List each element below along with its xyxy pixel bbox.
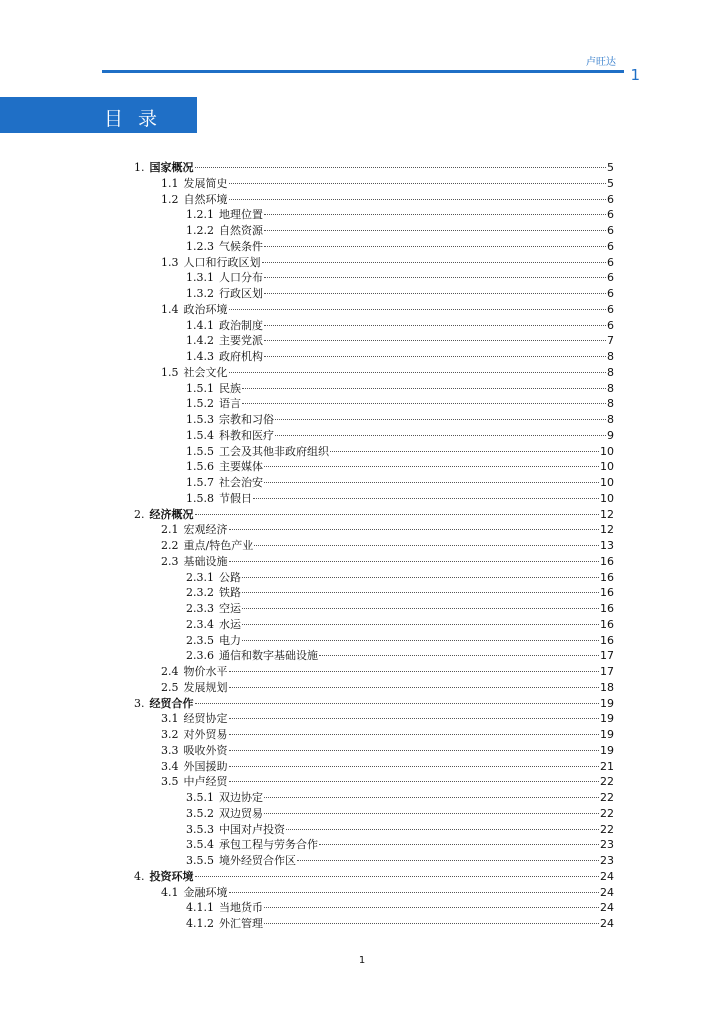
toc-entry-label: 宏观经济 [183, 523, 228, 537]
toc-entry-label: 地理位置 [219, 208, 263, 222]
toc-entry[interactable] [134, 633, 614, 649]
toc-entry-page: 18 [600, 680, 614, 694]
toc-entry[interactable] [134, 759, 614, 775]
toc-entry-label: 发展规划 [183, 680, 228, 694]
toc-entry-label: 政府机构 [219, 350, 263, 363]
toc-entry-page: 24 [600, 901, 614, 915]
toc-entry-label: 发展简史 [183, 176, 228, 190]
toc-entry-page: 5 [607, 161, 614, 174]
toc-entry-number: 1.5.5 [186, 444, 214, 458]
toc-entry-page: 23 [600, 838, 614, 852]
toc-entry-page: 16 [600, 602, 614, 615]
toc-entry-number: 3.5 [161, 775, 179, 789]
toc-dot-leader [264, 214, 606, 215]
toc-entry-number: 1.4 [161, 302, 179, 316]
toc-entry-page: 7 [607, 334, 614, 348]
toc-entry-label: 境外经贸合作区 [219, 854, 296, 867]
toc-entry-page: 6 [607, 208, 614, 222]
toc-entry-number: 2. [134, 507, 145, 521]
toc-entry[interactable] [134, 160, 614, 176]
toc-entry[interactable] [134, 318, 614, 334]
toc-entry-number: 1.1 [161, 176, 179, 190]
toc-entry-page: 16 [600, 633, 614, 647]
toc-entry-label: 电力 [219, 633, 241, 647]
toc-entry-page: 22 [600, 822, 614, 836]
toc-dot-leader [264, 482, 599, 483]
toc-dot-leader [264, 293, 606, 294]
toc-entry[interactable] [134, 837, 614, 853]
toc-entry-page: 9 [607, 428, 614, 442]
toc-dot-leader [229, 734, 600, 735]
toc-dot-leader [264, 246, 606, 247]
toc-entry[interactable] [134, 444, 614, 460]
toc-entry-label: 宗教和习俗 [219, 413, 274, 426]
toc-entry-page: 8 [607, 381, 614, 395]
toc-entry-number: 4.1.1 [186, 901, 214, 915]
toc-entry-number: 1.2.1 [186, 208, 214, 222]
toc-entry-number: 3.5.5 [186, 854, 214, 867]
toc-entry[interactable] [134, 381, 614, 397]
toc-entry-label: 气候条件 [219, 239, 263, 253]
toc-entry-label: 政治环境 [183, 302, 228, 316]
toc-entry-label: 外国援助 [183, 759, 228, 773]
toc-entry-number: 3.3 [161, 743, 179, 757]
toc-entry[interactable] [134, 302, 614, 318]
toc-entry-number: 1.4.2 [186, 334, 214, 348]
toc-dot-leader [229, 687, 600, 688]
toc-dot-leader [229, 781, 600, 782]
toc-dot-leader [229, 561, 600, 562]
toc-dot-leader [242, 577, 599, 578]
toc-entry-number: 1.5.2 [186, 397, 214, 411]
toc-entry-label: 公路 [219, 570, 241, 584]
toc-entry[interactable] [134, 664, 614, 680]
toc-dot-leader [242, 403, 606, 404]
toc-entry-label: 人口分布 [219, 271, 263, 285]
toc-entry[interactable] [134, 239, 614, 255]
toc-entry-number: 2.3.1 [186, 570, 214, 584]
toc-entry[interactable] [134, 585, 614, 601]
toc-entry-label: 铁路 [219, 586, 241, 600]
toc-entry-number: 1.4.1 [186, 318, 214, 332]
toc-entry[interactable] [134, 333, 614, 349]
toc-entry-page: 10 [600, 476, 614, 489]
toc-entry[interactable] [134, 223, 614, 239]
toc-entry-page: 24 [600, 885, 614, 899]
toc-entry-number: 2.3.6 [186, 649, 214, 663]
toc-entry-number: 1.5 [161, 365, 179, 379]
toc-entry-number: 1.5.6 [186, 460, 214, 474]
toc-entry-label: 经济概况 [149, 507, 194, 521]
toc-entry-page: 6 [607, 224, 614, 237]
toc-entry-label: 金融环境 [183, 885, 228, 899]
toc-entry[interactable] [134, 869, 614, 885]
toc-entry[interactable] [134, 790, 614, 806]
toc-entry-page: 16 [600, 586, 614, 600]
toc-entry-number: 3.4 [161, 759, 179, 773]
toc-entry[interactable] [134, 853, 614, 869]
header-page-number: 1 [630, 66, 640, 84]
toc-entry-page: 5 [607, 176, 614, 190]
toc-dot-leader [242, 624, 599, 625]
toc-entry[interactable] [134, 491, 614, 507]
toc-entry-page: 12 [600, 523, 614, 537]
toc-entry-label: 科教和医疗 [219, 428, 274, 442]
toc-entry[interactable] [134, 522, 614, 538]
toc-dot-leader [297, 860, 599, 861]
toc-entry[interactable] [134, 475, 614, 491]
toc-dot-leader [264, 325, 606, 326]
toc-entry-number: 2.3.4 [186, 617, 214, 631]
toc-entry-number: 1.5.1 [186, 381, 214, 395]
toc-entry-number: 1.3 [161, 255, 179, 269]
toc-entry[interactable] [134, 696, 614, 712]
toc-dot-leader [229, 372, 607, 373]
toc-entry-label: 重点/特色产业 [183, 539, 254, 552]
toc-entry[interactable] [134, 428, 614, 444]
toc-entry-label: 水运 [219, 617, 241, 631]
toc-entry-number: 2.2 [161, 539, 179, 552]
toc-entry-page: 12 [600, 507, 614, 521]
toc-entry[interactable] [134, 538, 614, 554]
toc-entry-label: 主要媒体 [219, 460, 263, 474]
toc-entry[interactable] [134, 412, 614, 428]
toc-dot-leader [242, 640, 599, 641]
toc-entry-page: 19 [600, 743, 614, 757]
toc-entry-label: 投资环境 [149, 869, 194, 883]
toc-entry-number: 2.3.3 [186, 602, 214, 615]
toc-entry-page: 8 [607, 397, 614, 411]
toc-entry-number: 2.1 [161, 523, 179, 537]
toc-entry[interactable] [134, 255, 614, 271]
toc-entry-page: 16 [600, 617, 614, 631]
toc-entry[interactable] [134, 365, 614, 381]
table-of-contents [134, 160, 614, 932]
toc-entry-number: 4.1.2 [186, 917, 214, 930]
toc-entry-label: 经贸协定 [183, 712, 228, 726]
toc-entry-number: 3. [134, 696, 145, 710]
toc-entry-page: 8 [607, 350, 614, 363]
toc-entry-number: 2.3 [161, 554, 179, 568]
toc-entry-label: 节假日 [219, 491, 252, 505]
toc-entry[interactable] [134, 459, 614, 475]
toc-entry[interactable] [134, 743, 614, 759]
toc-entry[interactable] [134, 570, 614, 586]
toc-dot-leader [242, 592, 599, 593]
toc-entry-label: 当地货币 [219, 901, 263, 915]
footer-page-number: 1 [358, 955, 366, 966]
toc-entry-page: 23 [600, 854, 614, 867]
toc-entry[interactable] [134, 806, 614, 822]
toc-entry[interactable] [134, 396, 614, 412]
toc-dot-leader [264, 797, 599, 798]
toc-dot-leader [319, 655, 599, 656]
toc-dot-leader [229, 309, 607, 310]
toc-dot-leader [262, 262, 607, 263]
toc-entry-number: 1.2.2 [186, 224, 214, 237]
toc-entry-number: 2.4 [161, 665, 179, 678]
toc-dot-leader [253, 498, 599, 499]
toc-dot-leader [264, 923, 599, 924]
toc-dot-leader [229, 671, 600, 672]
toc-dot-leader [195, 167, 607, 168]
toc-entry-page: 6 [607, 192, 614, 206]
toc-entry-page: 22 [600, 791, 614, 804]
toc-dot-leader [319, 844, 599, 845]
toc-entry[interactable] [134, 680, 614, 696]
toc-entry-page: 6 [607, 271, 614, 285]
toc-entry-page: 8 [607, 413, 614, 426]
toc-entry-label: 人口和行政区划 [183, 255, 261, 269]
toc-entry-page: 16 [600, 570, 614, 584]
toc-entry-number: 1. [134, 161, 145, 174]
toc-dot-leader [229, 199, 607, 200]
toc-entry-label: 自然环境 [183, 192, 228, 206]
toc-entry-label: 自然资源 [219, 224, 263, 237]
toc-entry-label: 语言 [219, 397, 241, 411]
toc-entry-number: 1.4.3 [186, 350, 214, 363]
toc-dot-leader [242, 388, 606, 389]
toc-entry[interactable] [134, 286, 614, 302]
toc-dot-leader [229, 718, 600, 719]
toc-entry-number: 3.5.4 [186, 838, 214, 852]
toc-entry-page: 22 [600, 806, 614, 820]
toc-dot-leader [242, 608, 599, 609]
toc-entry-page: 19 [600, 696, 614, 710]
toc-entry-page: 21 [600, 759, 614, 773]
toc-entry-page: 19 [600, 728, 614, 741]
toc-entry-label: 政治制度 [219, 318, 263, 332]
toc-dot-leader [330, 451, 599, 452]
toc-dot-leader [229, 892, 600, 893]
toc-entry-number: 1.5.7 [186, 476, 214, 489]
toc-entry-page: 13 [600, 539, 614, 552]
toc-entry-number: 1.2.3 [186, 239, 214, 253]
toc-entry-number: 3.1 [161, 712, 179, 726]
toc-entry-page: 17 [600, 665, 614, 678]
toc-entry-label: 经贸合作 [149, 696, 194, 710]
toc-dot-leader [195, 876, 600, 877]
toc-entry[interactable] [134, 822, 614, 838]
toc-entry-page: 8 [607, 365, 614, 379]
toc-entry-label: 民族 [219, 381, 241, 395]
toc-entry-number: 3.5.2 [186, 806, 214, 820]
toc-entry-number: 2.3.5 [186, 633, 214, 647]
toc-entry-number: 1.3.1 [186, 271, 214, 285]
toc-dot-leader [229, 183, 607, 184]
toc-entry[interactable] [134, 554, 614, 570]
toc-dot-leader [264, 356, 606, 357]
toc-entry-label: 中卢经贸 [183, 775, 228, 789]
toc-entry[interactable] [134, 617, 614, 633]
toc-entry[interactable] [134, 727, 614, 743]
toc-dot-leader [254, 545, 599, 546]
toc-entry[interactable] [134, 207, 614, 223]
toc-entry-number: 2.3.2 [186, 586, 214, 600]
toc-entry[interactable] [134, 900, 614, 916]
toc-entry-label: 吸收外资 [183, 743, 228, 757]
toc-entry[interactable] [134, 601, 614, 617]
toc-dot-leader [229, 750, 600, 751]
toc-entry-label: 双边协定 [219, 791, 263, 804]
toc-entry[interactable] [134, 349, 614, 365]
toc-dot-leader [229, 529, 600, 530]
header-country-name: 卢旺达 [586, 57, 616, 68]
toc-entry-page: 10 [600, 460, 614, 474]
toc-title: 目录 [104, 108, 173, 130]
toc-entry-number: 1.5.4 [186, 428, 214, 442]
toc-entry-page: 6 [607, 287, 614, 300]
toc-entry-label: 承包工程与劳务合作 [219, 838, 318, 852]
toc-entry-page: 6 [607, 239, 614, 253]
toc-entry-label: 社会治安 [219, 476, 263, 489]
toc-entry-label: 主要党派 [219, 334, 263, 348]
toc-entry-number: 4. [134, 869, 145, 883]
toc-entry-label: 物价水平 [183, 665, 228, 678]
toc-entry[interactable] [134, 648, 614, 664]
toc-entry-number: 4.1 [161, 885, 179, 899]
toc-entry[interactable] [134, 507, 614, 523]
toc-entry-page: 10 [600, 444, 614, 458]
toc-entry-number: 2.5 [161, 680, 179, 694]
toc-entry[interactable] [134, 176, 614, 192]
toc-entry-number: 1.5.8 [186, 491, 214, 505]
header-rule [102, 70, 624, 73]
toc-entry-page: 22 [600, 775, 614, 789]
toc-entry-label: 外汇管理 [219, 917, 263, 930]
toc-entry-label: 中国对卢投资 [219, 822, 285, 836]
toc-dot-leader [264, 907, 599, 908]
toc-entry-page: 6 [607, 318, 614, 332]
toc-entry-page: 24 [600, 917, 614, 930]
toc-entry[interactable] [134, 916, 614, 932]
toc-dot-leader [286, 829, 599, 830]
toc-entry-label: 对外贸易 [183, 728, 228, 741]
toc-dot-leader [275, 435, 606, 436]
toc-entry-page: 10 [600, 491, 614, 505]
toc-dot-leader [229, 766, 600, 767]
toc-entry-number: 3.5.1 [186, 791, 214, 804]
toc-entry[interactable] [134, 270, 614, 286]
toc-entry-label: 空运 [219, 602, 241, 615]
toc-dot-leader [195, 514, 600, 515]
toc-entry-number: 1.2 [161, 192, 179, 206]
toc-entry-label: 行政区划 [219, 287, 263, 300]
toc-entry-label: 工会及其他非政府组织 [219, 444, 329, 458]
toc-entry-page: 6 [607, 302, 614, 316]
toc-dot-leader [264, 277, 606, 278]
toc-entry[interactable] [134, 774, 614, 790]
toc-entry-page: 24 [600, 869, 614, 883]
toc-entry-page: 19 [600, 712, 614, 726]
toc-entry-label: 国家概况 [149, 161, 194, 174]
toc-entry-label: 社会文化 [183, 365, 228, 379]
toc-entry[interactable] [134, 885, 614, 901]
toc-entry-page: 6 [607, 255, 614, 269]
toc-entry-number: 1.3.2 [186, 287, 214, 300]
toc-dot-leader [264, 813, 599, 814]
toc-dot-leader [264, 466, 599, 467]
toc-entry-label: 双边贸易 [219, 806, 263, 820]
toc-dot-leader [195, 703, 600, 704]
toc-dot-leader [264, 340, 606, 341]
toc-entry-label: 通信和数字基础设施 [219, 649, 318, 663]
toc-entry-page: 16 [600, 554, 614, 568]
toc-dot-leader [275, 419, 606, 420]
toc-entry-label: 基础设施 [183, 554, 228, 568]
toc-entry[interactable] [134, 711, 614, 727]
toc-dot-leader [264, 230, 606, 231]
toc-entry-number: 3.5.3 [186, 822, 214, 836]
toc-entry[interactable] [134, 192, 614, 208]
toc-entry-number: 3.2 [161, 728, 179, 741]
toc-entry-number: 1.5.3 [186, 413, 214, 426]
toc-entry-page: 17 [600, 649, 614, 663]
